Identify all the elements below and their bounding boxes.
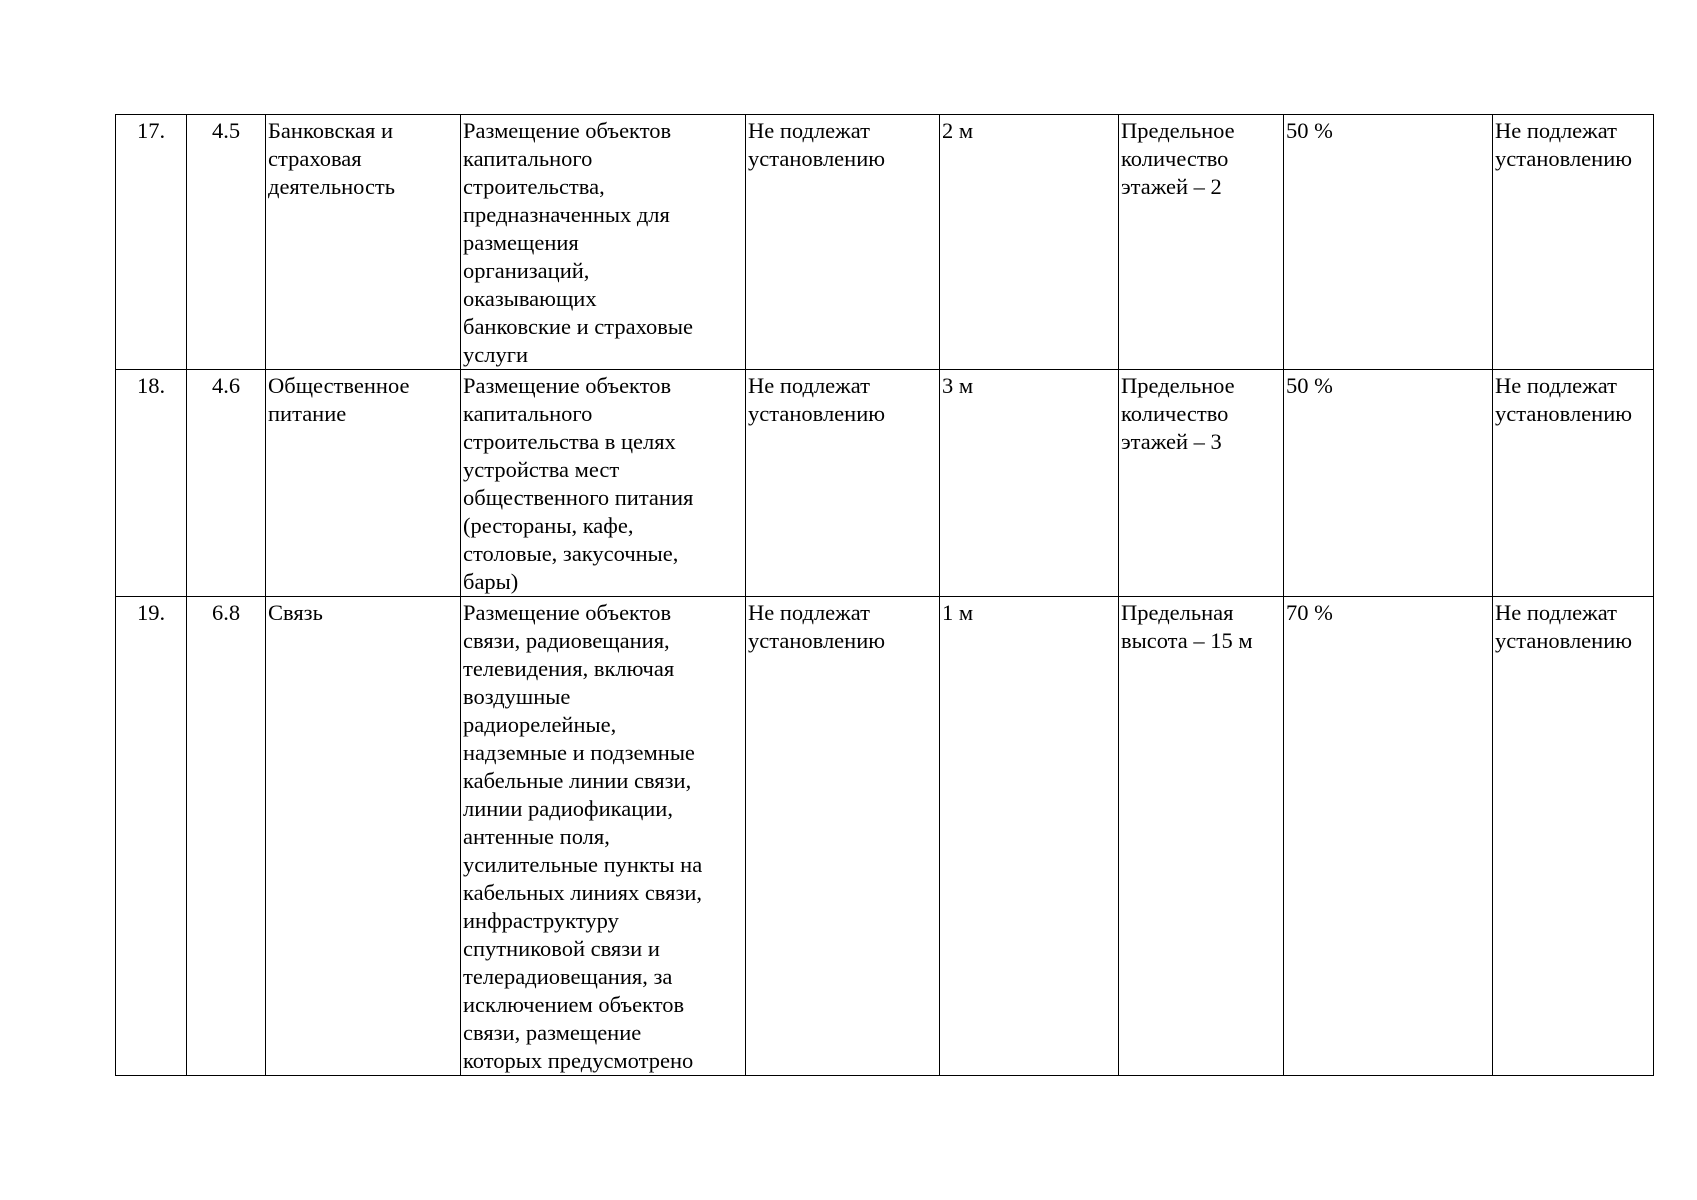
use-name: Общественное питание <box>266 370 461 597</box>
height-limit-value: Предельное количество этажей – 2 <box>1119 115 1284 370</box>
use-name: Связь <box>266 597 461 1076</box>
use-code: 4.6 <box>187 370 266 597</box>
use-code: 6.8 <box>187 597 266 1076</box>
other-params-value: Не подлежат установлению <box>1493 597 1654 1076</box>
use-description: Размещение объектов капитального строительства в целях устройства мест общественного питания (рестораны, кафе, столовые, закусочные, бары) <box>461 370 746 597</box>
use-name: Банковская и страховая деятельность <box>266 115 461 370</box>
coverage-value: 50 % <box>1284 115 1493 370</box>
other-params-value: Не подлежат установлению <box>1493 115 1654 370</box>
table-row <box>116 115 1654 370</box>
use-code: 4.5 <box>187 115 266 370</box>
land-use-table <box>115 114 1654 1076</box>
table-row <box>116 370 1654 597</box>
setback-value: 2 м <box>940 115 1119 370</box>
row-number: 19. <box>116 597 187 1076</box>
setback-value: 3 м <box>940 370 1119 597</box>
setback-value: 1 м <box>940 597 1119 1076</box>
row-number: 17. <box>116 115 187 370</box>
table-row <box>116 597 1654 1076</box>
other-params-value: Не подлежат установлению <box>1493 370 1654 597</box>
min-area-value: Не подлежат установлению <box>746 370 940 597</box>
coverage-value: 50 % <box>1284 370 1493 597</box>
row-number: 18. <box>116 370 187 597</box>
coverage-value: 70 % <box>1284 597 1493 1076</box>
min-area-value: Не подлежат установлению <box>746 597 940 1076</box>
use-description: Размещение объектов капитального строительства, предназначенных для размещения организаций, оказывающих банковские и страховые услуги <box>461 115 746 370</box>
min-area-value: Не подлежат установлению <box>746 115 940 370</box>
use-description: Размещение объектов связи, радиовещания, телевидения, включая воздушные радиорелейные, надземные и подземные кабельные линии связи, линии радиофикации, антенные поля, усилительные пункты на кабельных линиях связи, инфраструктуру спутниковой связи и телерадиовещания, за исключением объектов связи, размещение которых предусмотрено <box>461 597 746 1076</box>
height-limit-value: Предельное количество этажей – 3 <box>1119 370 1284 597</box>
height-limit-value: Предельная высота – 15 м <box>1119 597 1284 1076</box>
